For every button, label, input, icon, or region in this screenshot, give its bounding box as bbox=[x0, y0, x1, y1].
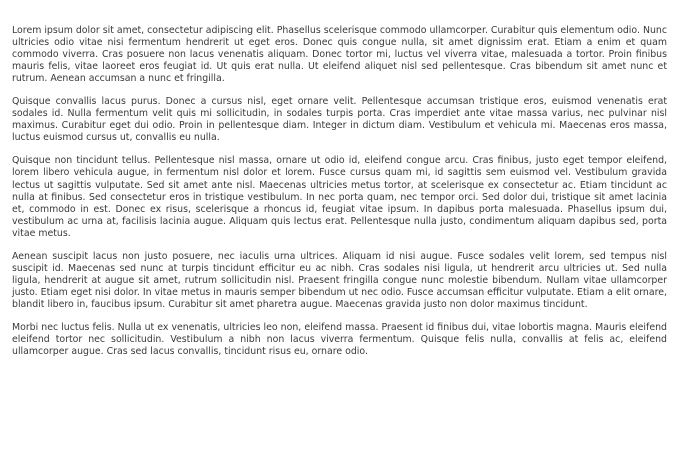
paragraph-1: Lorem ipsum dolor sit amet, consectetur adipiscing elit. Phasellus scelerisque commodo ullamcorper. Curabitur quis elementum odio. Nunc ultricies odio vitae nisi fermentum hendrerit ut eget eros. Donec quis congue nulla, sit amet dignissim erat. Etiam a enim et quam commodo viverra. Cras posuere non lacus venenatis aliquam. Donec tortor mi, luctus vel viverra vitae, malesuada a tortor. Proin finibus mauris felis, vitae laoreet eros feugiat id. Ut quis erat nulla. Ut eleifend aliquet nisl sed pellentesque. Cras bibendum sit amet nunc et rutrum. Aenean accumsan a nunc et fringilla. bbox=[12, 25, 667, 85]
paragraph-4: Aenean suscipit lacus non justo posuere, nec iaculis urna ultrices. Aliquam id nisi augue. Fusce sodales velit lorem, sed tempus nisl suscipit id. Maecenas sed nunc at turpis tincidunt efficitur eu ac nibh. Cras sodales nisi ligula, ut hendrerit arcu ultricies ut. Sed nulla ligula, hendrerit at augue sit amet, rutrum sollicitudin nisl. Praesent fringilla congue nunc molestie bibendum. Nullam vitae ullamcorper justo. Etiam eget nisi dolor. In vitae metus in mauris semper bibendum ut nec odio. Fusce accumsan efficitur vulputate. Etiam a elit ornare, blandit libero in, faucibus ipsum. Curabitur sit amet pharetra augue. Maecenas gravida justo non dolor maximus tincidunt. bbox=[12, 250, 667, 310]
paragraph-2: Quisque convallis lacus purus. Donec a cursus nisl, eget ornare velit. Pellentesque accumsan tristique eros, euismod venenatis erat sodales id. Nulla fermentum velit quis mi sollicitudin, in sodales turpis porta. Cras imperdiet ante vitae massa varius, nec pulvinar nisl maximus. Curabitur eget dui odio. Proin in pellentesque diam. Integer in dictum diam. Vestibulum et vehicula mi. Maecenas eros massa, luctus euismod cursus ut, convallis eu nulla. bbox=[12, 96, 667, 144]
paragraph-5: Morbi nec luctus felis. Nulla ut ex venenatis, ultricies leo non, eleifend massa. Praesent id finibus dui, vitae lobortis magna. Mauris eleifend eleifend tortor nec sollicitudin. Vestibulum a nibh non lacus viverra fermentum. Quisque felis nulla, convallis at felis ac, eleifend ullamcorper augue. Cras sed lacus convallis, tincidunt risus eu, ornare odio. bbox=[12, 321, 667, 358]
paragraph-3: Quisque non tincidunt tellus. Pellentesque nisl massa, ornare ut odio id, eleifend congue arcu. Cras finibus, justo eget tempor eleifend, lorem libero vehicula augue, in fermentum nisl dolor et lorem. Fusce cursus quam mi, id sagittis sem euismod vel. Vestibulum gravida lectus ut sagittis vulputate. Sed sit amet ante nisl. Maecenas ultricies metus tortor, at scelerisque ex consectetur ac. Etiam tincidunt ac nulla at finibus. Sed consectetur eros in tristique vestibulum. In nec porta quam, nec tempor orci. Sed dolor dui, tristique sit amet lacinia et, commodo in est. Donec ex risus, scelerisque a rhoncus id, feugiat vitae ipsum. In dapibus porta malesuada. Phasellus ipsum dui, vestibulum ac urna at, facilisis lacinia augue. Aliquam quis lectus erat. Pellentesque nulla justo, condimentum aliquam dapibus sed, porta vitae metus. bbox=[12, 155, 667, 239]
document-body bbox=[12, 25, 667, 369]
